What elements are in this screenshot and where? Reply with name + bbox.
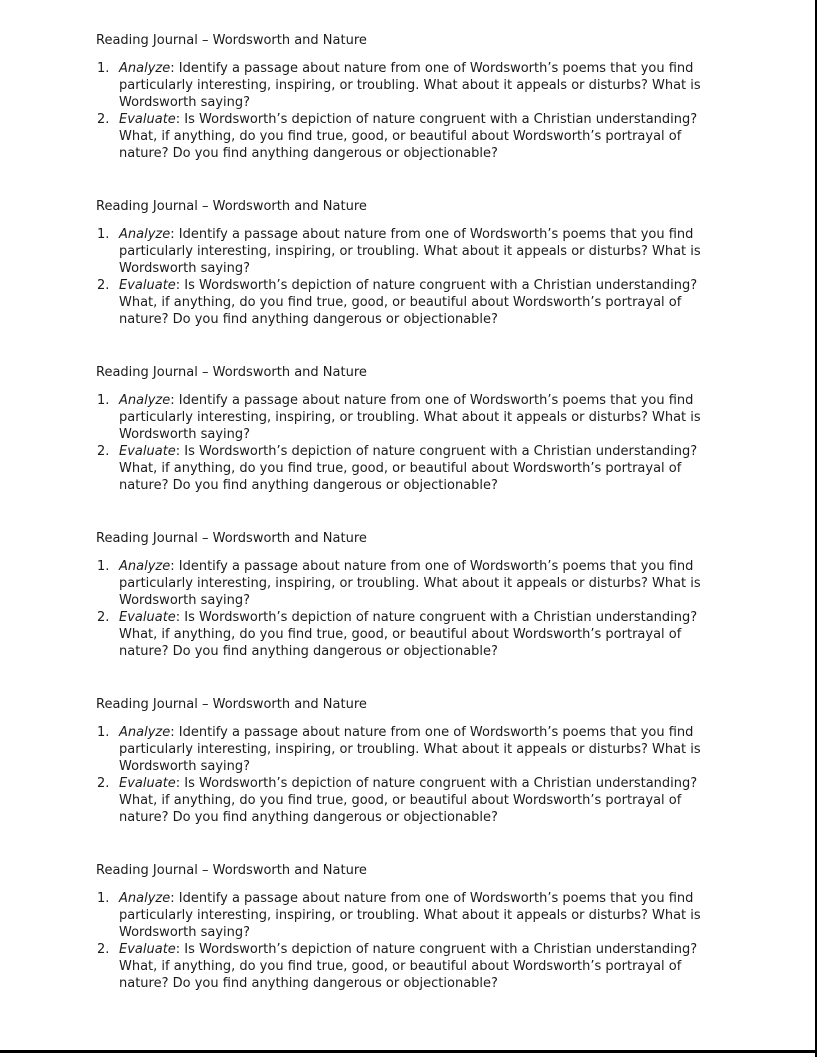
section-list <box>96 890 721 992</box>
list-item-number: 2. <box>97 278 110 293</box>
journal-section <box>96 530 721 660</box>
list-item-text: : Is Wordsworth’s depiction of nature congruent with a Christian understanding? What, if anything, do you find true, good, or beautiful about Wordsworth’s portrayal of nature? Do you find anything dangerous or objectionable? <box>119 278 698 327</box>
list-item <box>96 226 721 277</box>
list-item <box>96 558 721 609</box>
list-item-number: 2. <box>97 776 110 791</box>
list-item-number: 1. <box>97 725 110 740</box>
section-title: Reading Journal – Wordsworth and Nature <box>96 531 367 546</box>
list-item-text: : Identify a passage about nature from one of Wordsworth’s poems that you find particularly interesting, inspiring, or troubling. What about it appeals or disturbs? What is Wordsworth saying? <box>119 891 701 940</box>
page-bottom-border <box>0 1050 817 1053</box>
list-item-lead: Analyze <box>119 61 171 76</box>
list-item-body <box>119 61 701 110</box>
list-item-number: 1. <box>97 559 110 574</box>
list-item-body <box>119 444 697 493</box>
journal-section <box>96 32 721 162</box>
list-item-number: 1. <box>97 393 110 408</box>
list-item-number: 2. <box>97 942 110 957</box>
list-item <box>96 392 721 443</box>
list-item-text: : Identify a passage about nature from one of Wordsworth’s poems that you find particularly interesting, inspiring, or troubling. What about it appeals or disturbs? What is Wordsworth saying? <box>119 725 701 774</box>
list-item-number: 1. <box>97 891 110 906</box>
list-item-text: : Is Wordsworth’s depiction of nature congruent with a Christian understanding? What, if anything, do you find true, good, or beautiful about Wordsworth’s portrayal of nature? Do you find anything dangerous or objectionable? <box>119 112 698 161</box>
section-list <box>96 60 721 162</box>
list-item-text: : Is Wordsworth’s depiction of nature congruent with a Christian understanding? What, if anything, do you find true, good, or beautiful about Wordsworth’s portrayal of nature? Do you find anything dangerous or objectionable? <box>119 942 698 991</box>
section-title: Reading Journal – Wordsworth and Nature <box>96 33 367 48</box>
list-item-lead: Analyze <box>119 891 171 906</box>
list-item <box>96 941 721 992</box>
list-item-body <box>119 891 701 940</box>
list-item-number: 2. <box>97 610 110 625</box>
list-item-number: 2. <box>97 112 110 127</box>
list-item-lead: Analyze <box>119 227 171 242</box>
list-item-body <box>119 112 697 161</box>
journal-section <box>96 198 721 328</box>
section-list <box>96 226 721 328</box>
list-item-body <box>119 610 697 659</box>
journal-section <box>96 364 721 494</box>
list-item-lead: Evaluate <box>119 112 176 127</box>
list-item <box>96 609 721 660</box>
section-title: Reading Journal – Wordsworth and Nature <box>96 199 367 214</box>
list-item-text: : Identify a passage about nature from one of Wordsworth’s poems that you find particularly interesting, inspiring, or troubling. What about it appeals or disturbs? What is Wordsworth saying? <box>119 227 701 276</box>
section-list <box>96 392 721 494</box>
journal-section <box>96 696 721 826</box>
list-item-lead: Analyze <box>119 559 171 574</box>
list-item-text: : Identify a passage about nature from one of Wordsworth’s poems that you find particularly interesting, inspiring, or troubling. What about it appeals or disturbs? What is Wordsworth saying? <box>119 61 701 110</box>
list-item-text: : Identify a passage about nature from one of Wordsworth’s poems that you find particularly interesting, inspiring, or troubling. What about it appeals or disturbs? What is Wordsworth saying? <box>119 393 701 442</box>
list-item-text: : Is Wordsworth’s depiction of nature congruent with a Christian understanding? What, if anything, do you find true, good, or beautiful about Wordsworth’s portrayal of nature? Do you find anything dangerous or objectionable? <box>119 444 698 493</box>
list-item-lead: Analyze <box>119 725 171 740</box>
list-item <box>96 111 721 162</box>
list-item-body <box>119 227 701 276</box>
list-item-body <box>119 559 701 608</box>
list-item <box>96 724 721 775</box>
section-list <box>96 558 721 660</box>
list-item-lead: Evaluate <box>119 610 176 625</box>
section-list <box>96 724 721 826</box>
list-item-body <box>119 942 697 991</box>
list-item-lead: Analyze <box>119 393 171 408</box>
list-item <box>96 890 721 941</box>
list-item-number: 2. <box>97 444 110 459</box>
list-item-number: 1. <box>97 227 110 242</box>
list-item <box>96 60 721 111</box>
list-item-body <box>119 278 697 327</box>
list-item-lead: Evaluate <box>119 278 176 293</box>
list-item <box>96 443 721 494</box>
journal-section <box>96 862 721 992</box>
section-title: Reading Journal – Wordsworth and Nature <box>96 365 367 380</box>
list-item-body <box>119 776 697 825</box>
list-item-text: : Is Wordsworth’s depiction of nature congruent with a Christian understanding? What, if anything, do you find true, good, or beautiful about Wordsworth’s portrayal of nature? Do you find anything dangerous or objectionable? <box>119 776 698 825</box>
list-item-body <box>119 725 701 774</box>
section-title: Reading Journal – Wordsworth and Nature <box>96 863 367 878</box>
page-content <box>96 32 721 1028</box>
list-item-number: 1. <box>97 61 110 76</box>
list-item-lead: Evaluate <box>119 776 176 791</box>
list-item-lead: Evaluate <box>119 444 176 459</box>
list-item-body <box>119 393 701 442</box>
list-item-lead: Evaluate <box>119 942 176 957</box>
list-item <box>96 775 721 826</box>
list-item-text: : Is Wordsworth’s depiction of nature congruent with a Christian understanding? What, if anything, do you find true, good, or beautiful about Wordsworth’s portrayal of nature? Do you find anything dangerous or objectionable? <box>119 610 698 659</box>
list-item <box>96 277 721 328</box>
list-item-text: : Identify a passage about nature from one of Wordsworth’s poems that you find particularly interesting, inspiring, or troubling. What about it appeals or disturbs? What is Wordsworth saying? <box>119 559 701 608</box>
section-title: Reading Journal – Wordsworth and Nature <box>96 697 367 712</box>
